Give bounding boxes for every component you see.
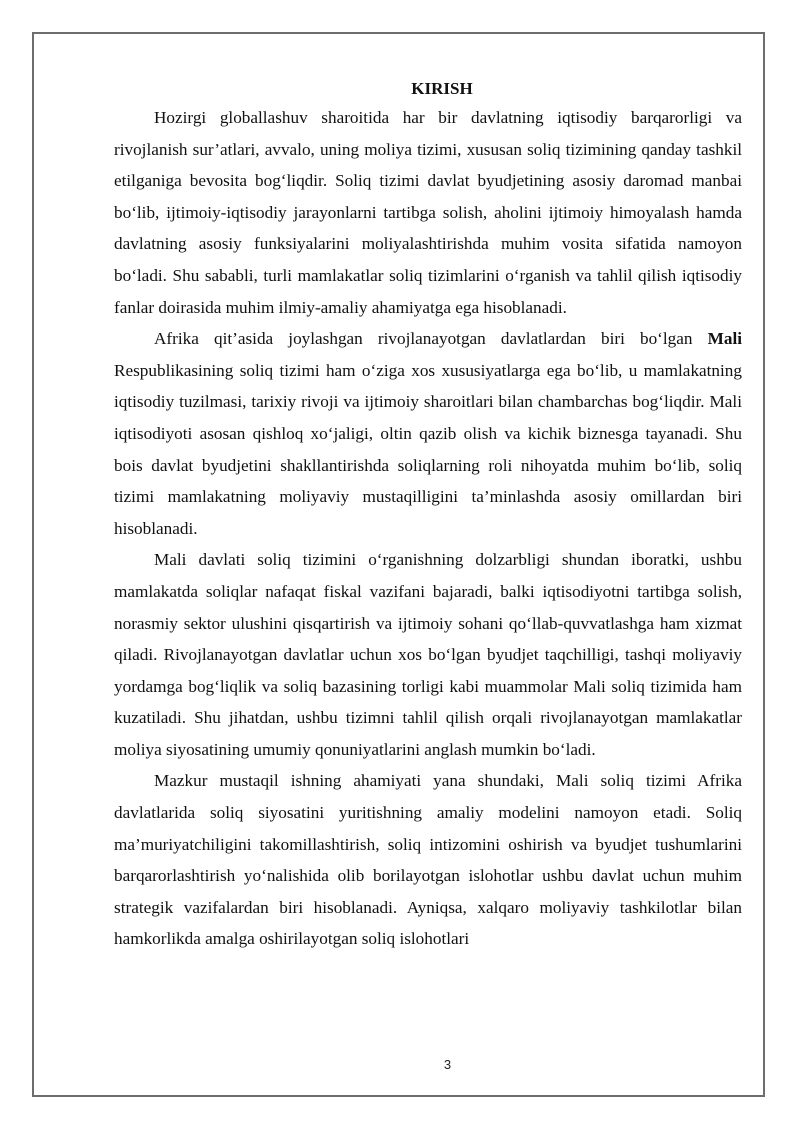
paragraph-3 [114,544,742,765]
paragraph-1 [114,102,742,323]
paragraph-2-bold-mali: Mali [707,329,742,349]
page-number: 3 [443,1057,452,1072]
paragraph-4-text: Mazkur mustaqil ishning ahamiyati yana shundaki, Mali soliq tizimi Afrika davlatlarida soliq siyosatini yuritishning amaliy modelini namoyon etadi. Soliq ma’muriyatchiligini takomillashtirish, soliq intizomini oshirish va byudjet tushumlarini barqarorlashtirish yo‘nalishida olib borilayotgan islohotlar ushbu davlat uchun muhim strategik vazifalardan biri hisoblanadi. Ayniqsa, xalqaro moliyaviy tashkilotlar bilan hamkorlikda amalga oshirilayotgan soliq islohotlari [114,771,742,949]
paragraph-2-text-a: Afrika qit’asida joylashgan rivojlanayotgan davlatlardan biri bo‘lgan [154,329,708,349]
paragraph-2 [114,323,742,544]
paragraph-4 [114,765,742,955]
paragraph-3-text: Mali davlati soliq tizimini o‘rganishning dolzarbligi shundan iboratki, ushbu mamlakatda soliqlar nafaqat fiskal vazifani bajaradi, balki iqtisodiyotni tartibga solish, norasmiy sektor ulushini qisqartirish va ijtimoiy sohani qo‘llab-quvvatlashga ham xizmat qiladi. Rivojlanayotgan davlatlar uchun xos bo‘lgan byudjet taqchilligi, tashqi moliyaviy yordamga bog‘liqlik va soliq bazasining torligi kabi muammolar Mali soliq tizimida ham kuzatiladi. Shu jihatdan, ushbu tizimni tahlil qilish orqali rivojlanayotgan mamlakatlar moliya siyosatining umumiy qonuniyatlarini anglash mumkin bo‘ladi. [114,550,742,759]
section-title: KIRISH [411,79,473,98]
paragraph-1-text: Hozirgi globallashuv sharoitida har bir davlatning iqtisodiy barqarorligi va rivojlanish sur’atlari, avvalo, uning moliya tizimi, xususan soliq tizimining qanday tashkil etilganiga bevosita bog‘liqdir. Soliq tizimi davlat byudjetining asosiy daromad manbai bo‘lib, ijtimoiy-iqtisodiy jarayonlarni tartibga solish, aholini ijtimoiy himoyalash hamda davlatning asosiy funksiyalarini moliyalashtirishda muhim vosita sifatida namoyon bo‘ladi. Shu sababli, turli mamlakatlar soliq tizimlarini o‘rganish va tahlil qilish iqtisodiy fanlar doirasida muhim ilmiy-amaliy ahamiyatga ega hisoblanadi. [114,108,742,317]
document-body [114,76,742,955]
paragraph-2-text-b: Respublikasining soliq tizimi ham o‘ziga xos xususiyatlarga ega bo‘lib, u mamlakatning iqtisodiy tuzilmasi, tarixiy rivoji va ijtimoiy sharoitlari bilan chambarchas bog‘liqdir. Mali iqtisodiyoti asosan qishloq xo‘jaligi, oltin qazib olish va kichik biznesga tayanadi. Shu bois davlat byudjetini shakllantirishda soliqlarning roli nihoyatda muhim bo‘lib, soliq tizimi mamlakatning moliyaviy mustaqilligini ta’minlashda asosiy omillardan biri hisoblanadi. [114,360,742,538]
